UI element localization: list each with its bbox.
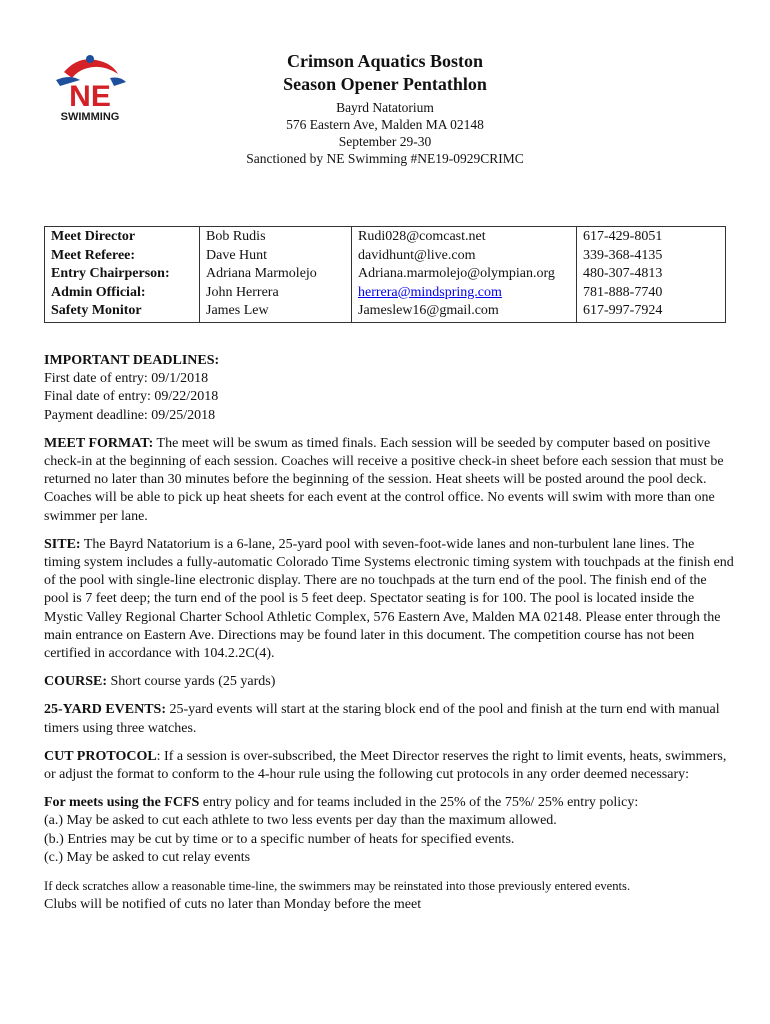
payment-deadline: Payment deadline: 09/25/2018 bbox=[44, 407, 216, 423]
section-text: The Bayrd Natatorium is a 6-lane, 25-yard pool with seven-foot-wide lanes and non-turbulent lane lines. The timing system includes a fully-automatic Colorado Time Systems electronic timing system with touchpads at the finish end of the pool with single-line electronic display. There are no touchpads at the turn end of the pool. The finish end of the pool is 7 feet deep; the turn end of the pool is 5 feet deep. Spectator seating is for 100. The pool is located inside the Mystic Valley Regional Charter School Athletic Complex, 576 Eastern Ave, Malden MA 02148. Please enter through the main entrance on Eastern Ave. Directions may be found later in this document. The competition course has not been certified in accordance with 104.2.2C(4). bbox=[44, 536, 734, 662]
section-text: entry policy and for teams included in the 25% of the 75%/ 25% entry policy: bbox=[199, 795, 639, 811]
table-row bbox=[45, 302, 726, 322]
official-email: davidhunt@live.com bbox=[352, 247, 577, 266]
official-name: John Herrera bbox=[200, 284, 352, 303]
meet-information bbox=[44, 352, 734, 924]
meet-title-line2: Season Opener Pentathlon bbox=[283, 74, 487, 94]
official-phone: 781-888-7740 bbox=[577, 284, 726, 303]
cut-notification-text: Clubs will be notified of cuts no later than Monday before the meet bbox=[44, 897, 422, 913]
meet-title-line1: Crimson Aquatics Boston bbox=[286, 51, 484, 71]
deadlines-heading: IMPORTANT DEADLINES: bbox=[44, 353, 220, 368]
section-label: CUT PROTOCOL bbox=[44, 748, 157, 764]
deck-scratch-section bbox=[44, 877, 734, 914]
table-row bbox=[45, 227, 726, 247]
yard-events-section bbox=[44, 701, 734, 737]
list-item: (c.) May be asked to cut relay events bbox=[44, 849, 251, 865]
first-entry-date: First date of entry: 09/1/2018 bbox=[44, 371, 209, 387]
official-email: Rudi028@comcast.net bbox=[352, 227, 577, 247]
email-link[interactable]: herrera@mindspring.com bbox=[358, 284, 502, 300]
fcfs-section bbox=[44, 794, 734, 867]
cut-protocol-section bbox=[44, 748, 734, 784]
officials-table bbox=[44, 226, 726, 323]
table-row bbox=[45, 265, 726, 284]
official-role: Meet Director bbox=[45, 227, 200, 247]
section-text: : If a session is over-subscribed, the Meet Director reserves the right to limit events, heats, swimmers, or adjust the format to conform to the 4-hour rule using the following cut protocols in any order deemed necessary: bbox=[44, 748, 727, 783]
table-row bbox=[45, 284, 726, 303]
site-section bbox=[44, 536, 734, 663]
official-role: Admin Official: bbox=[45, 284, 200, 303]
swimmer-logo-icon bbox=[50, 50, 130, 124]
ne-swimming-logo bbox=[50, 50, 130, 124]
table-row bbox=[45, 247, 726, 266]
final-entry-date: Final date of entry: 09/22/2018 bbox=[44, 389, 219, 405]
section-label: For meets using the FCFS bbox=[44, 795, 200, 811]
official-email: Adriana.marmolejo@olympian.org bbox=[352, 265, 577, 284]
official-phone: 617-997-7924 bbox=[577, 302, 726, 322]
deck-scratch-text: If deck scratches allow a reasonable time-line, the swimmers may be reinstated into those previously entered events. bbox=[44, 879, 631, 894]
section-label: 25-YARD EVENTS: bbox=[44, 702, 167, 718]
official-name: James Lew bbox=[200, 302, 352, 322]
logo-letters: NE bbox=[69, 80, 111, 113]
section-text: Short course yards (25 yards) bbox=[107, 674, 276, 690]
section-text: 25-yard events will start at the staring block end of the pool and finish at the turn end with manual timers using three watches. bbox=[44, 702, 720, 736]
official-email: Jameslew16@gmail.com bbox=[352, 302, 577, 322]
official-role: Safety Monitor bbox=[45, 302, 200, 322]
meet-format-section bbox=[44, 435, 734, 526]
list-item: (a.) May be asked to cut each athlete to two less events per day than the maximum allowed. bbox=[44, 813, 557, 829]
deadlines-section bbox=[44, 352, 734, 425]
logo-caption: SWIMMING bbox=[60, 111, 120, 123]
official-role: Meet Referee: bbox=[45, 247, 200, 266]
official-phone: 480-307-4813 bbox=[577, 265, 726, 284]
section-text: The meet will be swum as timed finals. Each session will be seeded by computer based on positive check-in at the beginning of each session. Coaches will receive a positive check-in sheet before each session that must be returned no later than 30 minutes before the beginning of the session. Heat sheets will be posted around the pool deck. Coaches will be able to pick up heat sheets for each event at the control office. No events will swim with more than one swimmer per lane. bbox=[44, 435, 724, 524]
official-phone: 617-429-8051 bbox=[577, 227, 726, 247]
venue-name: Bayrd Natatorium bbox=[336, 100, 434, 115]
sanction-number: Sanctioned by NE Swimming #NE19-0929CRIMC bbox=[246, 151, 524, 166]
official-role: Entry Chairperson: bbox=[45, 265, 200, 284]
official-phone: 339-368-4135 bbox=[577, 247, 726, 266]
section-label: MEET FORMAT: bbox=[44, 435, 154, 451]
section-label: COURSE: bbox=[44, 674, 108, 690]
list-item: (b.) Entries may be cut by time or to a specific number of heats for specified events. bbox=[44, 831, 515, 847]
meet-dates: September 29-30 bbox=[338, 134, 432, 149]
course-section bbox=[44, 673, 734, 691]
venue-address: 576 Eastern Ave, Malden MA 02148 bbox=[286, 117, 484, 132]
official-name: Bob Rudis bbox=[200, 227, 352, 247]
section-label: SITE: bbox=[44, 536, 81, 552]
official-name: Adriana Marmolejo bbox=[200, 265, 352, 284]
official-name: Dave Hunt bbox=[200, 247, 352, 266]
meet-header bbox=[200, 50, 570, 167]
